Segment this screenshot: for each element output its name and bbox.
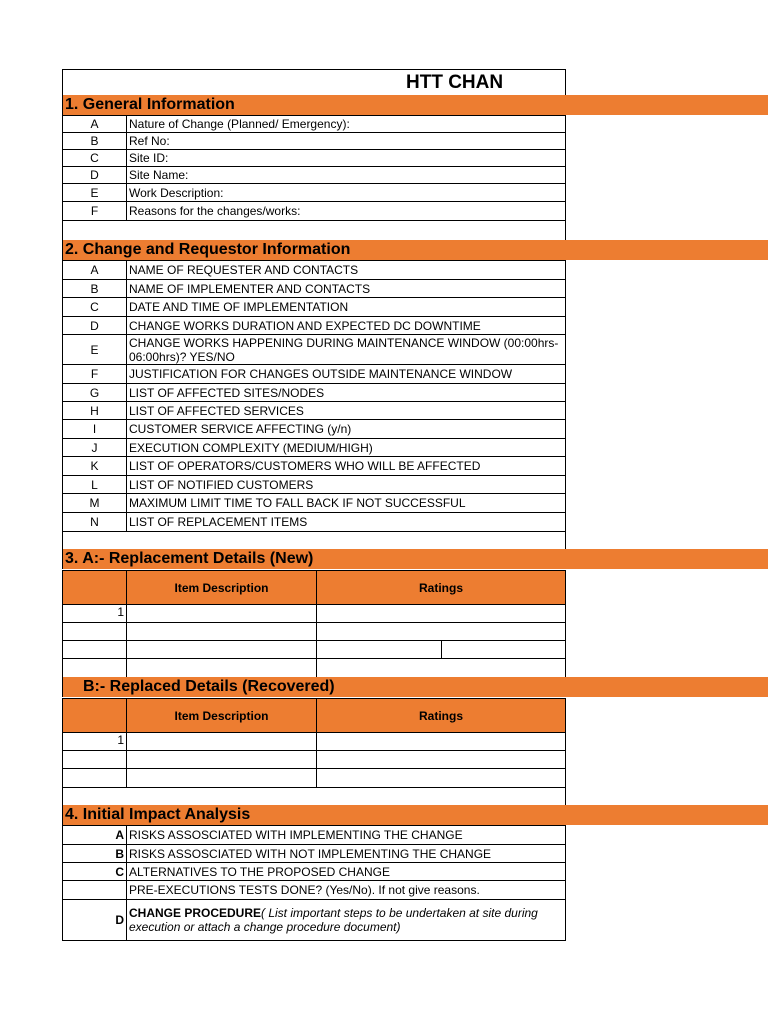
- row-label[interactable]: MAXIMUM LIMIT TIME TO FALL BACK IF NOT SUCCESSFUL: [127, 494, 566, 513]
- row-label[interactable]: PRE-EXECUTIONS TESTS DONE? (Yes/No). If not give reasons.: [127, 881, 566, 900]
- table-row: [63, 317, 566, 335]
- row-key: F: [63, 202, 127, 221]
- row-label[interactable]: DATE AND TIME OF IMPLEMENTATION: [127, 298, 566, 317]
- row-label[interactable]: NAME OF REQUESTER AND CONTACTS: [127, 261, 566, 280]
- row-number: 1: [63, 605, 127, 623]
- section-change-title: 2. Change and Requestor Information: [65, 241, 351, 258]
- change-info-table: [62, 260, 566, 532]
- section-change-header: [62, 240, 768, 260]
- row-label[interactable]: LIST OF NOTIFIED CUSTOMERS: [127, 476, 566, 494]
- procedure-label: CHANGE PROCEDURE: [129, 906, 262, 920]
- table-row: [63, 863, 566, 881]
- col-ratings: Ratings: [317, 699, 566, 733]
- row-number: [63, 659, 127, 678]
- row-key: A: [63, 116, 127, 133]
- item-cell[interactable]: [127, 659, 317, 678]
- row-label[interactable]: LIST OF AFFECTED SERVICES: [127, 402, 566, 420]
- item-cell[interactable]: [127, 769, 317, 788]
- row-number: [63, 751, 127, 769]
- row-key: K: [63, 457, 127, 476]
- table-row: [63, 476, 566, 494]
- section-replacement-title: 3. A:- Replacement Details (New): [65, 550, 314, 567]
- row-label[interactable]: Reasons for the changes/works:: [127, 202, 566, 221]
- table-row: [63, 439, 566, 457]
- table-row: [63, 659, 566, 678]
- section-general-header: [62, 95, 768, 115]
- table-row: [63, 457, 566, 476]
- row-key: E: [63, 184, 127, 202]
- table-row: [63, 641, 566, 659]
- row-label[interactable]: JUSTIFICATION FOR CHANGES OUTSIDE MAINTENANCE WINDOW: [127, 365, 566, 384]
- row-key: D: [63, 167, 127, 184]
- row-key: C: [63, 150, 127, 167]
- row-label[interactable]: Work Description:: [127, 184, 566, 202]
- row-number: [63, 769, 127, 788]
- row-key: C: [63, 298, 127, 317]
- replaced-table: [62, 698, 566, 788]
- row-key: D: [63, 900, 127, 941]
- row-label[interactable]: EXECUTION COMPLEXITY (MEDIUM/HIGH): [127, 439, 566, 457]
- section-replacement-header: [62, 549, 768, 569]
- row-key: F: [63, 365, 127, 384]
- row-label[interactable]: NAME OF IMPLEMENTER AND CONTACTS: [127, 280, 566, 298]
- section-replaced-title: B:- Replaced Details (Recovered): [83, 678, 335, 695]
- rating-cell[interactable]: [317, 641, 442, 659]
- table-row: [63, 733, 566, 751]
- row-number: [63, 623, 127, 641]
- general-info-table: [62, 115, 566, 221]
- table-row: [63, 513, 566, 532]
- table-row: [63, 900, 566, 941]
- rating-cell[interactable]: [317, 769, 566, 788]
- row-label[interactable]: CUSTOMER SERVICE AFFECTING (y/n): [127, 420, 566, 439]
- row-label[interactable]: CHANGE WORKS HAPPENING DURING MAINTENANCE WINDOW (00:00hrs-06:00hrs)? YES/NO: [127, 335, 566, 365]
- section-impact-title: 4. Initial Impact Analysis: [65, 806, 251, 823]
- table-row: [63, 769, 566, 788]
- item-cell[interactable]: [127, 751, 317, 769]
- table-row: [63, 261, 566, 280]
- row-key: B: [63, 845, 127, 863]
- table-header-row: [63, 571, 566, 605]
- item-cell[interactable]: [127, 605, 317, 623]
- table-row: [63, 751, 566, 769]
- spacer-row: [62, 787, 566, 805]
- row-key: D: [63, 317, 127, 335]
- row-label[interactable]: RISKS ASSOSCIATED WITH NOT IMPLEMENTING THE CHANGE: [127, 845, 566, 863]
- row-label[interactable]: RISKS ASSOSCIATED WITH IMPLEMENTING THE CHANGE: [127, 826, 566, 845]
- row-key: H: [63, 402, 127, 420]
- rating-cell[interactable]: [317, 605, 566, 623]
- table-row: [63, 402, 566, 420]
- table-row: [63, 202, 566, 221]
- change-procedure-cell[interactable]: [127, 900, 566, 941]
- row-label[interactable]: CHANGE WORKS DURATION AND EXPECTED DC DOWNTIME: [127, 317, 566, 335]
- rating-cell[interactable]: [441, 641, 566, 659]
- row-key: E: [63, 335, 127, 365]
- row-key: I: [63, 420, 127, 439]
- col-item-description: Item Description: [127, 571, 317, 605]
- table-row: [63, 494, 566, 513]
- item-cell[interactable]: [127, 641, 317, 659]
- row-key: B: [63, 133, 127, 150]
- table-row: [63, 623, 566, 641]
- row-key: J: [63, 439, 127, 457]
- table-row: [63, 167, 566, 184]
- procedure-note: ( List important steps to be undertaken at site during execution or attach a change procedure document): [129, 906, 538, 934]
- table-header-row: [63, 699, 566, 733]
- section-replaced-header: [62, 677, 768, 697]
- section-general-title: 1. General Information: [65, 96, 235, 113]
- row-key: A: [63, 261, 127, 280]
- row-key: L: [63, 476, 127, 494]
- table-row: [63, 826, 566, 845]
- table-row: [63, 845, 566, 863]
- col-ratings: Ratings: [317, 571, 566, 605]
- impact-table: [62, 825, 566, 941]
- row-key: B: [63, 280, 127, 298]
- row-label[interactable]: LIST OF OPERATORS/CUSTOMERS WHO WILL BE AFFECTED: [127, 457, 566, 476]
- form-title: HTT CHAN: [406, 72, 504, 93]
- table-row: [63, 365, 566, 384]
- table-row: [63, 184, 566, 202]
- row-number: [63, 641, 127, 659]
- spacer-row: [62, 221, 566, 240]
- rating-cell[interactable]: [317, 751, 566, 769]
- row-label[interactable]: Ref No:: [127, 133, 566, 150]
- row-label[interactable]: LIST OF REPLACEMENT ITEMS: [127, 513, 566, 532]
- table-row: [63, 150, 566, 167]
- rating-cell[interactable]: [317, 733, 566, 751]
- table-row: [63, 420, 566, 439]
- table-row: [63, 298, 566, 317]
- row-label[interactable]: Site Name:: [127, 167, 566, 184]
- rating-cell[interactable]: [317, 623, 566, 641]
- item-cell[interactable]: [127, 733, 317, 751]
- table-row: [63, 133, 566, 150]
- row-label[interactable]: ALTERNATIVES TO THE PROPOSED CHANGE: [127, 863, 566, 881]
- row-key: C: [63, 863, 127, 881]
- table-row: [63, 384, 566, 402]
- item-cell[interactable]: [127, 623, 317, 641]
- row-number: 1: [63, 733, 127, 751]
- section-impact-header: [62, 805, 768, 825]
- row-label[interactable]: LIST OF AFFECTED SITES/NODES: [127, 384, 566, 402]
- table-row: [63, 605, 566, 623]
- table-row: [63, 335, 566, 365]
- row-key: [63, 881, 127, 900]
- header-blank: [63, 571, 127, 605]
- row-key: M: [63, 494, 127, 513]
- header-blank: [63, 699, 127, 733]
- spacer-row: [62, 531, 566, 549]
- replacement-table: [62, 570, 566, 678]
- table-row: [63, 280, 566, 298]
- row-key: G: [63, 384, 127, 402]
- row-label[interactable]: Site ID:: [127, 150, 566, 167]
- row-label[interactable]: Nature of Change (Planned/ Emergency):: [127, 116, 566, 133]
- row-key: A: [63, 826, 127, 845]
- table-row: [63, 881, 566, 900]
- table-row: [63, 116, 566, 133]
- rating-cell[interactable]: [317, 659, 566, 678]
- row-key: N: [63, 513, 127, 532]
- col-item-description: Item Description: [127, 699, 317, 733]
